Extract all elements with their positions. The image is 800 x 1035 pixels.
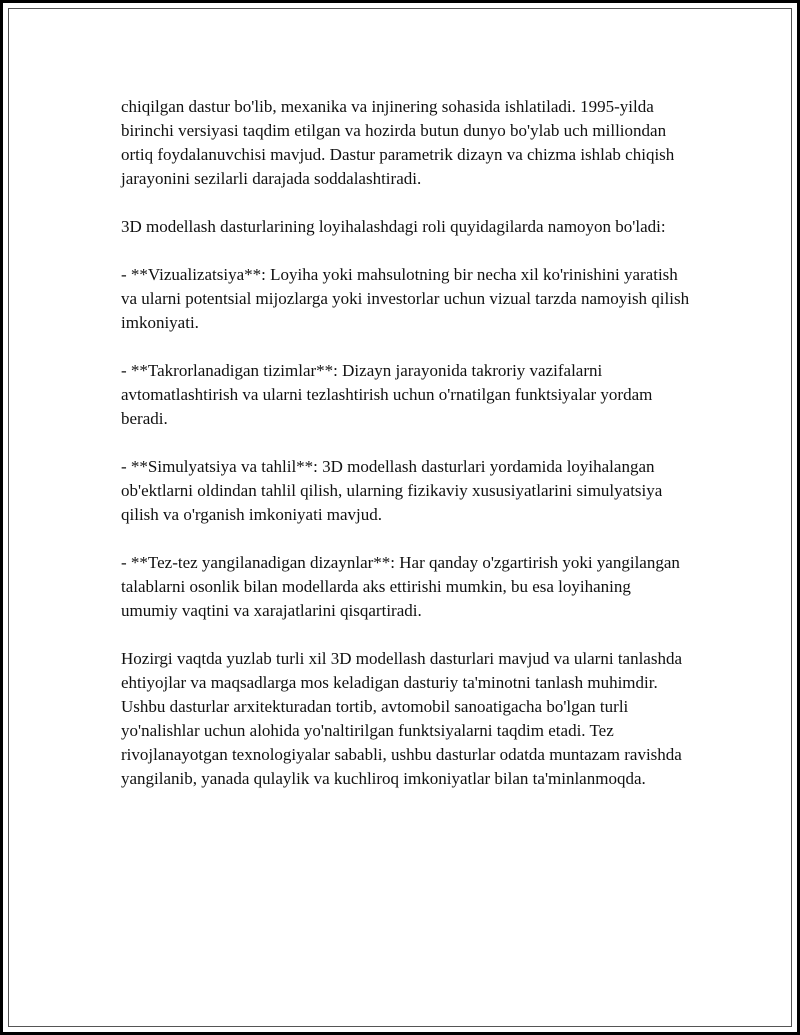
paragraph-conclusion: Hozirgi vaqtda yuzlab turli xil 3D modellash dasturlari mavjud va ularni tanlashda ehtiyojlar va maqsadlarga mos keladigan dasturiy ta'minotni tanlash muhimdir. Ushbu dasturlar arxitekturadan tortib, avtomobil sanoatigacha bo'lgan turli yo'nalishlar uchun alohida yo'naltirilgan funktsiyalarni taqdim etadi. Tez rivojlanayotgan texnologiyalar sababli, ushbu dasturlar odatda muntazam ravishda yangilanib, yanada qulaylik va kuchliroq imkoniyatlar bilan ta'minlanmoqda. bbox=[121, 649, 683, 788]
paragraph-intro: chiqilgan dastur bo'lib, mexanika va injinering sohasida ishlatiladi. 1995-yilda birinchi versiyasi taqdim etilgan va hozirda butun dunyo bo'ylab uch milliondan ortiq foydalanuvchisi mavjud. Dastur parametrik dizayn va chizma ishlab chiqish jarayonini sezilarli darajada soddalashtiradi. bbox=[121, 97, 675, 188]
paragraph-role-heading: 3D modellash dasturlarining loyihalashdagi roli quyidagilarda namoyon bo'ladi: bbox=[121, 217, 666, 236]
list-item-simulation: - **Simulyatsiya va tahlil**: 3D modellash dasturlari yordamida loyihalangan ob'ektlarni oldindan tahlil qilish, ularning fizikaviy xususiyatlarini simulyatsiya qilish va o'rganish imkoniyati mavjud. bbox=[121, 457, 663, 524]
list-item-visualization: - **Vizualizatsiya**: Loyiha yoki mahsulotning bir necha xil ko'rinishini yaratish va ularni potentsial mijozlarga yoki investorlar uchun vizual tarzda namoyish qilish imkoniyati. bbox=[121, 265, 690, 332]
list-item-updated-designs: - **Tez-tez yangilanadigan dizaynlar**: Har qanday o'zgartirish yoki yangilangan talablarni osonlik bilan modellarda aks ettirishi mumkin, bu esa loyihaning umumiy vaqtini va xarajatlarini qisqartiradi. bbox=[121, 553, 680, 620]
list-item-repeating-systems: - **Takrorlanadigan tizimlar**: Dizayn jarayonida takroriy vazifalarni avtomatlashtirish va ularni tezlashtirish uchun o'rnatilgan funktsiyalar yordam beradi. bbox=[121, 361, 653, 428]
document-body bbox=[121, 95, 691, 815]
